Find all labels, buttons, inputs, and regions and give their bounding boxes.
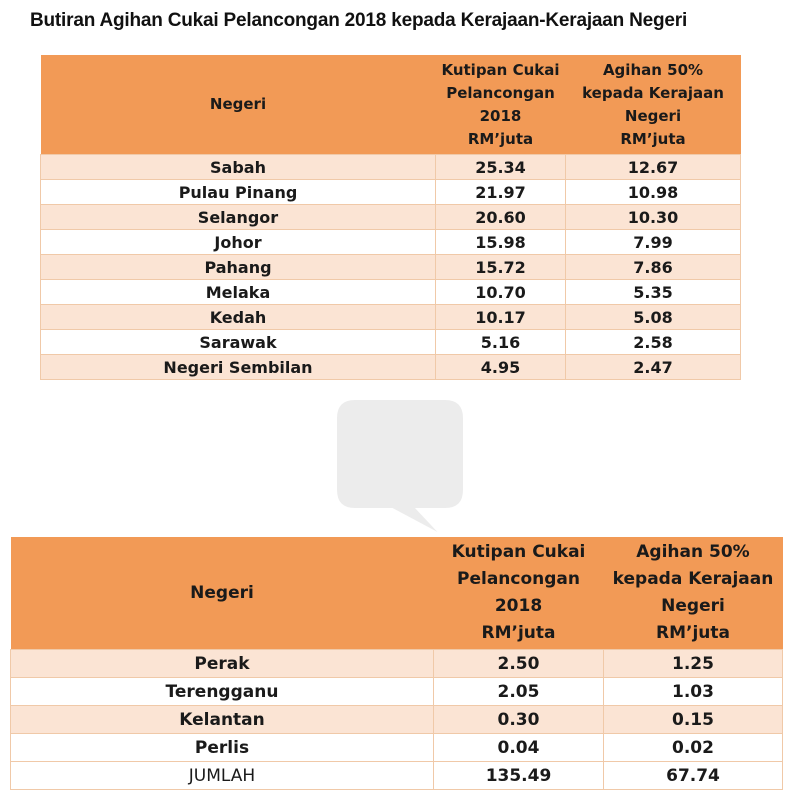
header-agihan-line: RM’juta <box>620 129 686 148</box>
header-agihan <box>566 55 741 155</box>
table-row <box>41 230 741 255</box>
cell-negeri: Selangor <box>41 205 436 230</box>
header-kutipan-line: 2018 <box>479 106 522 125</box>
header-agihan-line: kepada Kerajaan <box>582 83 724 102</box>
header-agihan-line: Negeri <box>624 106 682 125</box>
table-row <box>11 650 783 678</box>
table-row <box>41 305 741 330</box>
cell-kutipan: 2.05 <box>434 678 604 706</box>
cell-negeri: Sabah <box>41 155 436 180</box>
cell-agihan: 7.86 <box>566 255 741 280</box>
table-row <box>41 205 741 230</box>
cell-negeri: Sarawak <box>41 330 436 355</box>
cell-kutipan: 0.30 <box>434 706 604 734</box>
cell-agihan: 2.47 <box>566 355 741 380</box>
header-agihan-line: Agihan 50% <box>602 60 704 79</box>
cell-kutipan: 5.16 <box>436 330 566 355</box>
table-row <box>11 706 783 734</box>
header-agihan-line: Agihan 50% <box>636 542 750 562</box>
header-kutipan <box>434 537 604 650</box>
watermark-logo-icon <box>325 385 475 535</box>
header-kutipan-line: Pelancongan <box>457 569 580 589</box>
total-row <box>11 762 783 790</box>
header-kutipan <box>436 55 566 155</box>
cell-negeri: Perlis <box>11 734 434 762</box>
header-kutipan-line: RM’juta <box>467 129 534 148</box>
cell-negeri: Johor <box>41 230 436 255</box>
header-kutipan-line: 2018 <box>494 596 543 616</box>
cell-agihan: 2.58 <box>566 330 741 355</box>
cell-agihan: 5.35 <box>566 280 741 305</box>
table-row <box>11 678 783 706</box>
cell-negeri: Perak <box>11 650 434 678</box>
cell-kutipan: 4.95 <box>436 355 566 380</box>
cell-agihan: 1.25 <box>604 650 783 678</box>
cell-kutipan: 25.34 <box>436 155 566 180</box>
cell-kutipan: 2.50 <box>434 650 604 678</box>
cell-negeri: Negeri Sembilan <box>41 355 436 380</box>
total-agihan: 67.74 <box>604 762 783 790</box>
cell-negeri: Terengganu <box>11 678 434 706</box>
table-row <box>41 330 741 355</box>
cell-kutipan: 21.97 <box>436 180 566 205</box>
cell-agihan: 10.30 <box>566 205 741 230</box>
table-row <box>41 180 741 205</box>
table-row <box>41 355 741 380</box>
cell-negeri: Melaka <box>41 280 436 305</box>
header-agihan-line: RM’juta <box>656 623 730 643</box>
header-agihan <box>604 537 783 650</box>
table-header-row <box>41 55 741 155</box>
cell-negeri: Kelantan <box>11 706 434 734</box>
cell-negeri: Pulau Pinang <box>41 180 436 205</box>
tax-table-top <box>40 55 741 380</box>
cell-agihan: 12.67 <box>566 155 741 180</box>
cell-kutipan: 10.17 <box>436 305 566 330</box>
header-kutipan-line: Kutipan Cukai <box>441 60 560 79</box>
header-kutipan-line: Kutipan Cukai <box>451 542 586 562</box>
cell-agihan: 5.08 <box>566 305 741 330</box>
page-title: Butiran Agihan Cukai Pelancongan 2018 kepada Kerajaan-Kerajaan Negeri <box>30 10 688 31</box>
table-row <box>41 255 741 280</box>
cell-agihan: 0.15 <box>604 706 783 734</box>
cell-kutipan: 0.04 <box>434 734 604 762</box>
table-row <box>41 155 741 180</box>
table-header-row <box>11 537 783 650</box>
header-agihan-line: kepada Kerajaan <box>612 569 774 589</box>
total-kutipan: 135.49 <box>434 762 604 790</box>
total-label: JUMLAH <box>11 762 434 790</box>
cell-agihan: 10.98 <box>566 180 741 205</box>
header-kutipan-line: RM’juta <box>481 623 556 643</box>
cell-agihan: 1.03 <box>604 678 783 706</box>
table-row <box>11 734 783 762</box>
cell-negeri: Kedah <box>41 305 436 330</box>
cell-kutipan: 15.72 <box>436 255 566 280</box>
cell-agihan: 0.02 <box>604 734 783 762</box>
header-kutipan-line: Pelancongan <box>446 83 555 102</box>
tax-table-bottom <box>10 537 783 790</box>
cell-kutipan: 15.98 <box>436 230 566 255</box>
header-agihan-line: Negeri <box>661 596 725 616</box>
header-negeri: Negeri <box>41 55 436 155</box>
header-negeri: Negeri <box>11 537 434 650</box>
cell-negeri: Pahang <box>41 255 436 280</box>
cell-agihan: 7.99 <box>566 230 741 255</box>
cell-kutipan: 20.60 <box>436 205 566 230</box>
table-row <box>41 280 741 305</box>
cell-kutipan: 10.70 <box>436 280 566 305</box>
